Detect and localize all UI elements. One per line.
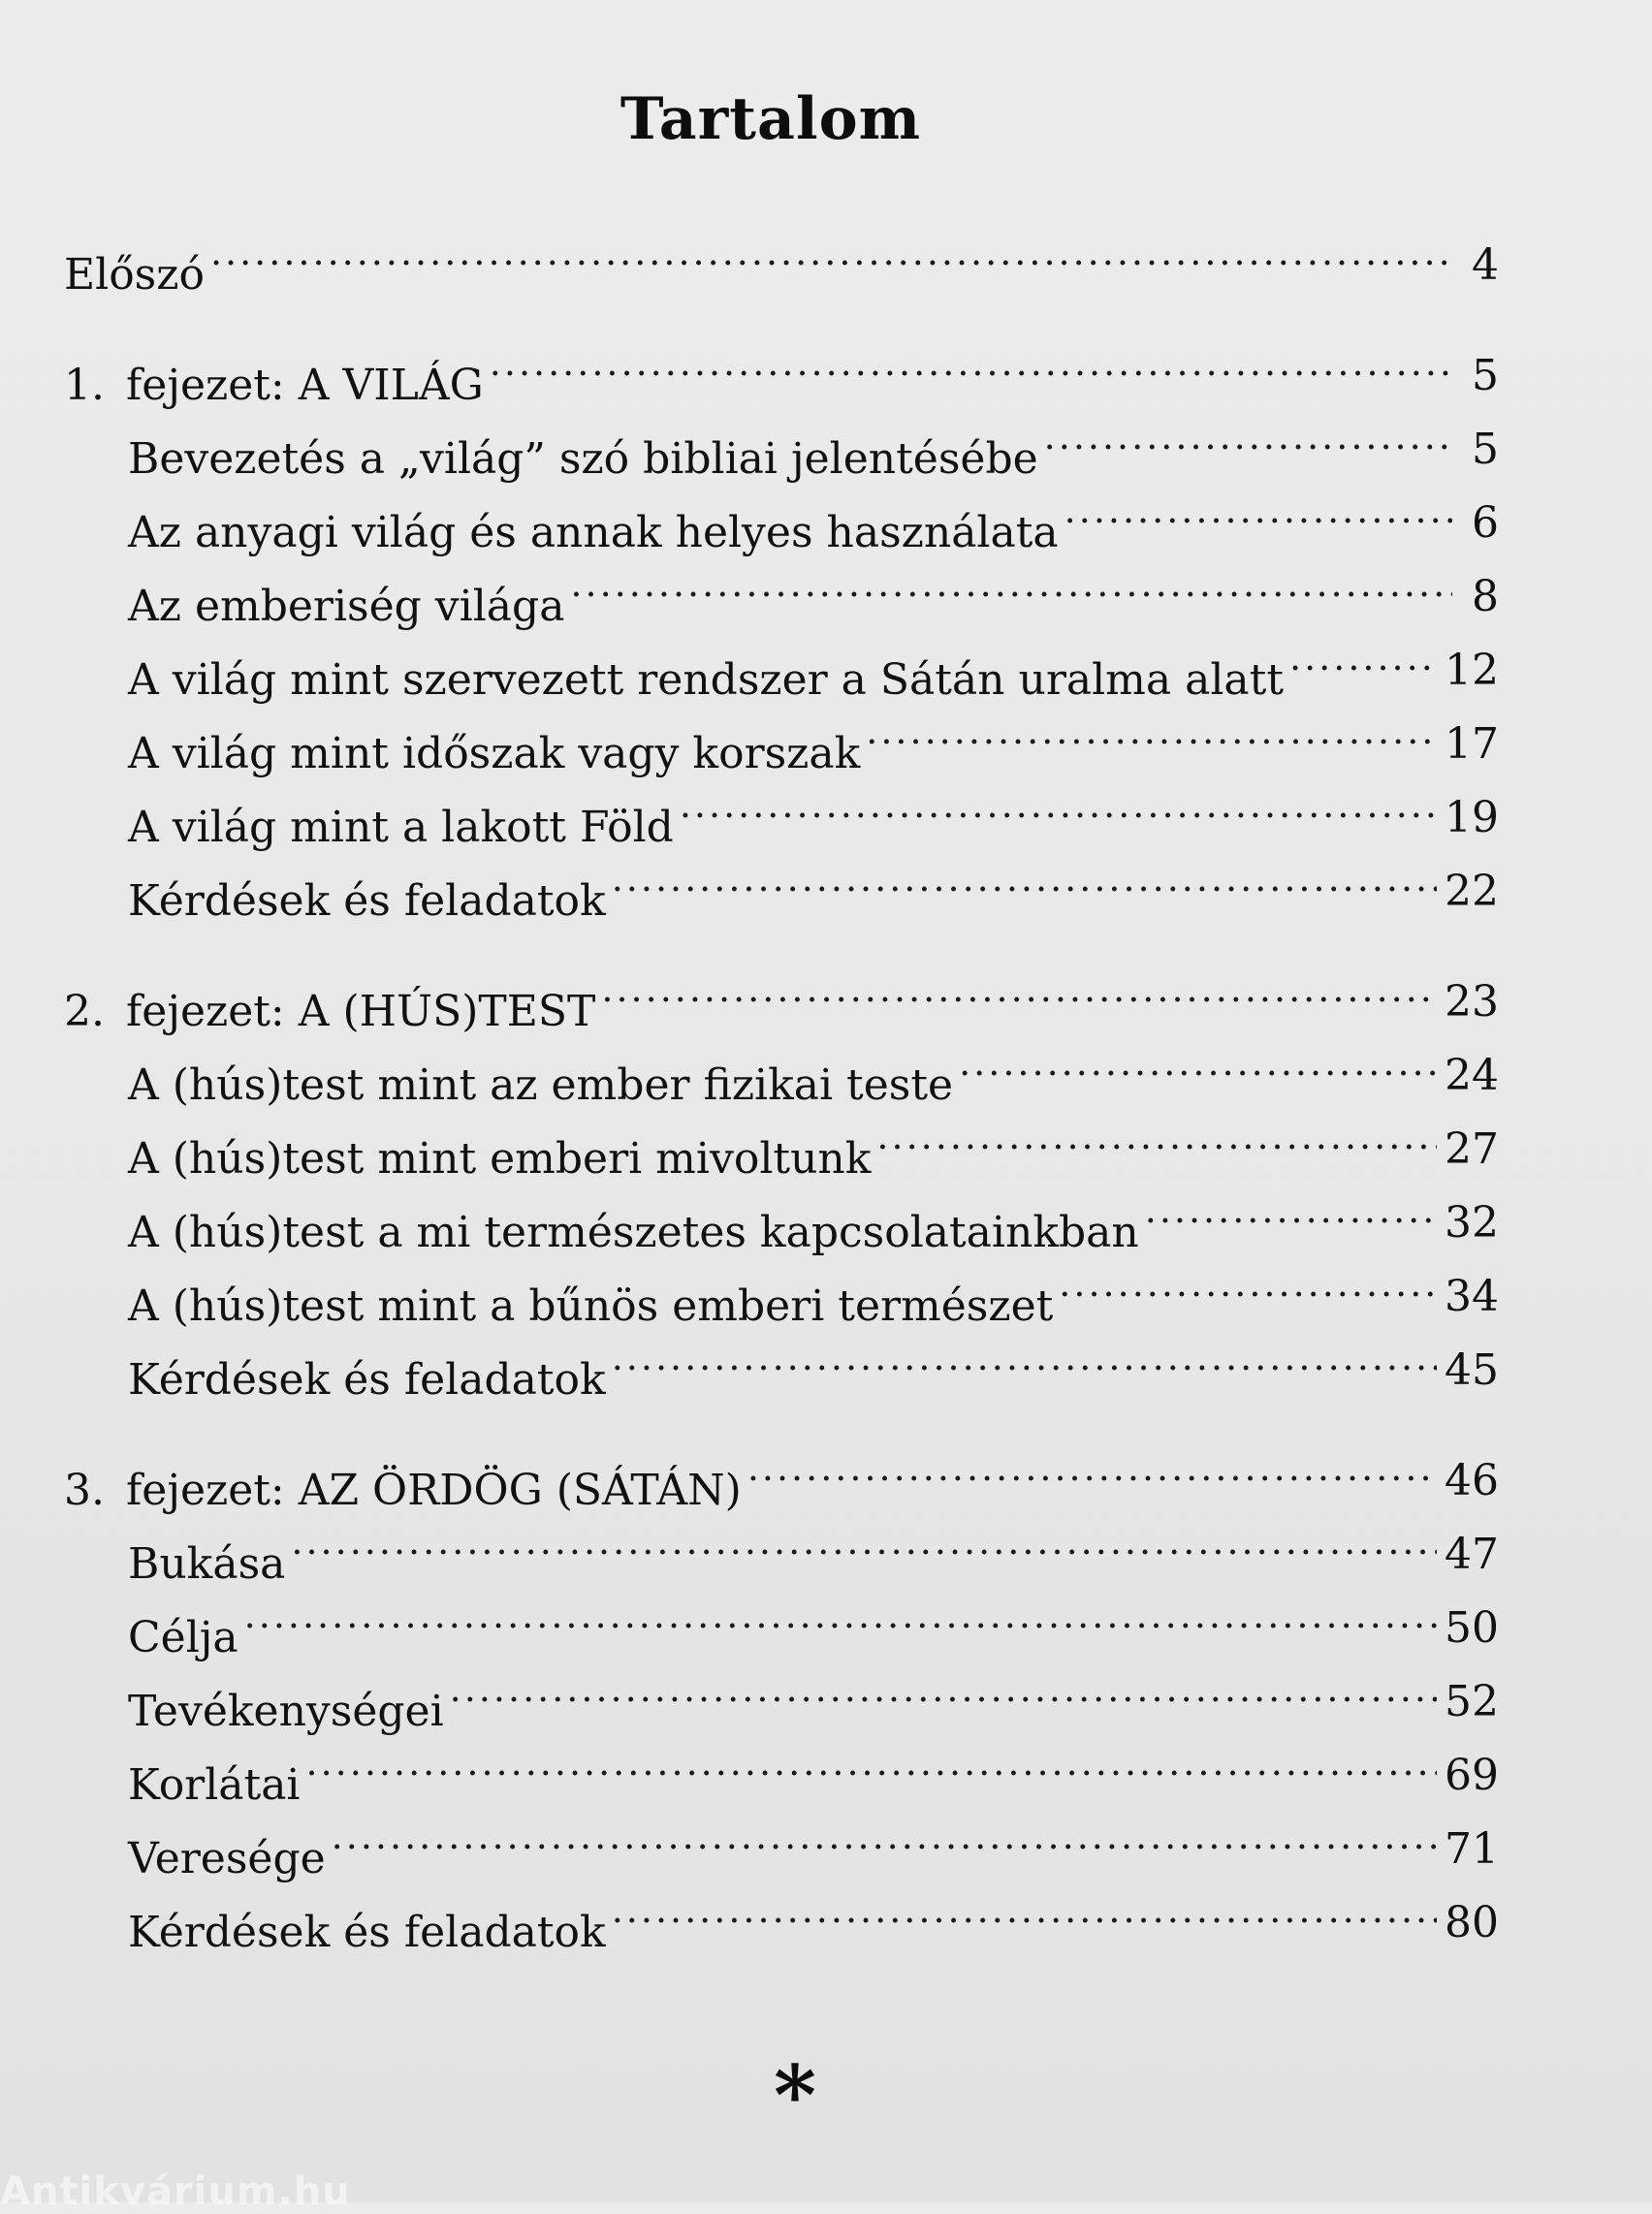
dot-leader: [332, 1799, 1437, 1873]
dot-leader: [1289, 620, 1437, 694]
dot-leader: [1044, 399, 1452, 473]
dot-leader: [747, 1431, 1437, 1504]
table-of-contents: [64, 215, 1499, 1957]
dot-leader: [1059, 1247, 1437, 1320]
toc-entry-page: 34: [1445, 1272, 1499, 1321]
toc-entry-page: 46: [1445, 1456, 1499, 1505]
toc-entry-label: fejezet: A VILÁG: [126, 361, 484, 410]
toc-entry: [64, 1578, 1499, 1662]
dot-leader: [680, 768, 1437, 841]
dot-leader: [291, 1504, 1437, 1578]
toc-entry-label: fejezet: A (HÚS)TEST: [126, 987, 596, 1036]
toc-entry-page: 27: [1445, 1124, 1499, 1174]
toc-entry-label: A (hús)test mint emberi mivoltunk: [128, 1134, 872, 1184]
toc-chapter-1: [64, 326, 1499, 410]
toc-entry-page: 22: [1445, 867, 1499, 916]
toc-entry-foreword: [64, 215, 1499, 300]
page-title: Tartalom: [620, 85, 922, 153]
toc-entry-label: Bukása: [128, 1539, 286, 1589]
toc-entry-page: 32: [1445, 1198, 1499, 1248]
toc-entry-page: 50: [1445, 1603, 1499, 1653]
toc-entry-label: Tevékenységei: [128, 1687, 444, 1736]
dot-leader: [210, 215, 1452, 289]
chapter-number: 1.: [64, 361, 105, 410]
toc-entry-page: 45: [1445, 1345, 1499, 1395]
toc-entry-page: 80: [1445, 1898, 1499, 1947]
toc-entry-label: Veresége: [128, 1834, 326, 1883]
toc-entry-page: 69: [1445, 1751, 1499, 1800]
toc-entry-page: 5: [1472, 425, 1499, 474]
toc-entry-page: 8: [1472, 572, 1499, 621]
toc-entry-page: 12: [1445, 646, 1499, 695]
toc-entry-page: 24: [1445, 1051, 1499, 1100]
chapter-number: 3.: [64, 1466, 105, 1515]
dot-leader: [866, 694, 1437, 768]
toc-entry-page: 6: [1472, 498, 1499, 548]
toc-entry: [64, 1652, 1499, 1736]
toc-entry-label: A (hús)test mint a bűnös emberi természet: [128, 1281, 1054, 1331]
toc-entry-label: Az anyagi világ és annak helyes használata: [128, 508, 1059, 557]
toc-entry-page: 17: [1445, 719, 1499, 769]
dot-leader: [876, 1099, 1437, 1173]
dot-leader: [306, 1725, 1437, 1799]
dot-leader: [601, 952, 1437, 1026]
toc-entry-page: 19: [1445, 793, 1499, 842]
toc-entry-label: Előszó: [64, 250, 205, 300]
toc-entry-label: A világ mint szervezett rendszer a Sátán uralma alatt: [128, 655, 1284, 705]
toc-entry-label: A (hús)test a mi természetes kapcsolatainkban: [128, 1208, 1139, 1257]
toc-entry-page: 71: [1445, 1824, 1499, 1874]
toc-entry-label: Korlátai: [128, 1760, 301, 1810]
toc-entry-label: Bevezetés a „világ” szó bibliai jelentésébe: [128, 434, 1038, 484]
asterisk-ornament: *: [774, 2047, 816, 2143]
toc-entry-page: 23: [1445, 977, 1499, 1027]
watermark: Antikvárium.hu: [0, 2169, 351, 2214]
toc-entry-label: Kérdések és feladatok: [128, 1908, 606, 1957]
toc-entry-label: A világ mint időszak vagy korszak: [128, 729, 861, 778]
toc-entry-label: Az emberiség világa: [128, 582, 565, 631]
toc-entry-label: A világ mint a lakott Föld: [128, 803, 674, 852]
dot-leader: [450, 1652, 1437, 1725]
toc-entry-label: fejezet: AZ ÖRDÖG (SÁTÁN): [126, 1466, 742, 1515]
dot-leader: [1145, 1173, 1437, 1247]
dot-leader: [612, 1873, 1437, 1946]
toc-chapter-2: [64, 952, 1499, 1036]
toc-entry-page: 52: [1445, 1677, 1499, 1726]
dot-leader: [959, 1026, 1437, 1099]
toc-entry-label: Célja: [128, 1613, 238, 1662]
dot-leader: [1064, 473, 1452, 547]
toc-entry-label: Kérdések és feladatok: [128, 1355, 606, 1405]
dot-leader: [244, 1578, 1437, 1652]
toc-entry-page: 47: [1445, 1530, 1499, 1579]
chapter-number: 2.: [64, 987, 105, 1036]
toc-chapter-3: [64, 1431, 1499, 1515]
dot-leader: [490, 326, 1452, 399]
dot-leader: [570, 547, 1452, 620]
dot-leader: [612, 841, 1437, 915]
toc-entry-label: Kérdések és feladatok: [128, 876, 606, 926]
dot-leader: [612, 1320, 1437, 1394]
toc-entry-label: A (hús)test mint az ember fizikai teste: [128, 1060, 954, 1110]
toc-entry-page: 4: [1472, 240, 1499, 290]
toc-entry-page: 5: [1472, 351, 1499, 400]
